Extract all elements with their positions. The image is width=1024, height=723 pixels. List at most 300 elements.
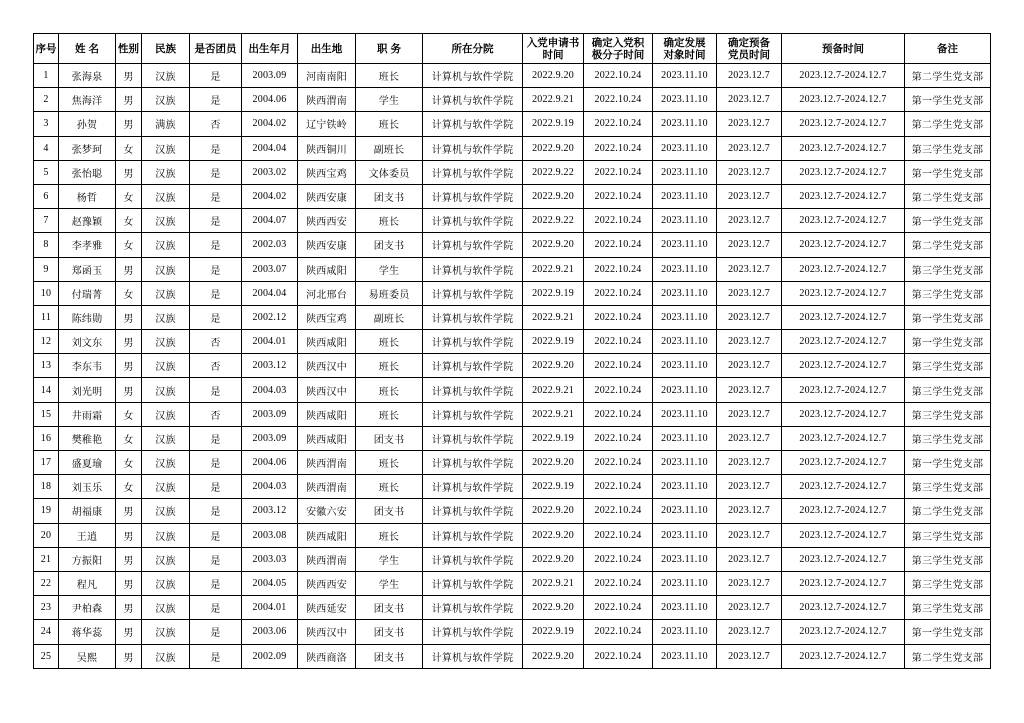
cell-probationary-date: 2023.12.7	[717, 88, 782, 112]
cell-note: 第三学生党支部	[905, 475, 991, 499]
column-header-label: 时间	[542, 48, 564, 61]
table-row	[34, 426, 991, 450]
column-header-label: 极分子时间	[591, 48, 645, 61]
cell-no: 12	[34, 330, 59, 354]
cell-position: 团支书	[356, 596, 423, 620]
cell-probation-period: 2023.12.7-2024.12.7	[782, 209, 905, 233]
cell-college: 计算机与软件学院	[423, 402, 523, 426]
table-row	[34, 184, 991, 208]
cell-activist-date: 2022.10.24	[584, 112, 653, 136]
cell-position: 文体委员	[356, 160, 423, 184]
cell-probation-period: 2023.12.7-2024.12.7	[782, 64, 905, 88]
cell-application-date: 2022.9.20	[523, 547, 584, 571]
cell-college: 计算机与软件学院	[423, 233, 523, 257]
cell-gender: 男	[116, 620, 142, 644]
roster-sheet	[33, 33, 990, 669]
cell-ethnicity: 满族	[142, 112, 190, 136]
cell-league-member: 是	[190, 620, 242, 644]
cell-no: 24	[34, 620, 59, 644]
cell-application-date: 2022.9.20	[523, 354, 584, 378]
column-header-application-date	[523, 34, 584, 64]
cell-candidate-date: 2023.11.10	[653, 112, 717, 136]
cell-application-date: 2022.9.20	[523, 499, 584, 523]
table-row	[34, 402, 991, 426]
cell-gender: 女	[116, 281, 142, 305]
cell-note: 第二学生党支部	[905, 112, 991, 136]
cell-league-member: 是	[190, 281, 242, 305]
cell-candidate-date: 2023.11.10	[653, 136, 717, 160]
cell-candidate-date: 2023.11.10	[653, 596, 717, 620]
cell-candidate-date: 2023.11.10	[653, 378, 717, 402]
cell-probationary-date: 2023.12.7	[717, 596, 782, 620]
cell-activist-date: 2022.10.24	[584, 378, 653, 402]
cell-probation-period: 2023.12.7-2024.12.7	[782, 257, 905, 281]
column-header-label: 性别	[118, 42, 139, 55]
cell-position: 班长	[356, 112, 423, 136]
cell-probationary-date: 2023.12.7	[717, 499, 782, 523]
cell-position: 班长	[356, 475, 423, 499]
cell-candidate-date: 2023.11.10	[653, 644, 717, 668]
cell-application-date: 2022.9.20	[523, 233, 584, 257]
cell-application-date: 2022.9.19	[523, 475, 584, 499]
cell-candidate-date: 2023.11.10	[653, 160, 717, 184]
cell-note: 第三学生党支部	[905, 378, 991, 402]
cell-activist-date: 2022.10.24	[584, 160, 653, 184]
cell-ethnicity: 汉族	[142, 426, 190, 450]
cell-ethnicity: 汉族	[142, 64, 190, 88]
cell-position: 团支书	[356, 499, 423, 523]
cell-activist-date: 2022.10.24	[584, 354, 653, 378]
cell-name: 刘玉乐	[59, 475, 116, 499]
cell-birthplace: 陕西咸阳	[298, 330, 356, 354]
cell-no: 11	[34, 305, 59, 329]
cell-note: 第三学生党支部	[905, 281, 991, 305]
cell-birthplace: 陕西咸阳	[298, 426, 356, 450]
cell-college: 计算机与软件学院	[423, 305, 523, 329]
table-row	[34, 475, 991, 499]
cell-league-member: 是	[190, 64, 242, 88]
cell-birth: 2003.09	[242, 402, 298, 426]
cell-note: 第三学生党支部	[905, 547, 991, 571]
column-header-candidate-date	[653, 34, 717, 64]
column-header-label: 确定发展	[663, 36, 706, 49]
cell-application-date: 2022.9.20	[523, 451, 584, 475]
cell-probationary-date: 2023.12.7	[717, 620, 782, 644]
cell-application-date: 2022.9.20	[523, 136, 584, 160]
cell-probation-period: 2023.12.7-2024.12.7	[782, 233, 905, 257]
cell-birth: 2003.07	[242, 257, 298, 281]
cell-ethnicity: 汉族	[142, 354, 190, 378]
column-header-gender	[116, 34, 142, 64]
cell-name: 樊稚艳	[59, 426, 116, 450]
cell-activist-date: 2022.10.24	[584, 233, 653, 257]
cell-name: 刘光明	[59, 378, 116, 402]
cell-ethnicity: 汉族	[142, 88, 190, 112]
cell-application-date: 2022.9.20	[523, 596, 584, 620]
cell-ethnicity: 汉族	[142, 451, 190, 475]
cell-birth: 2004.07	[242, 209, 298, 233]
cell-note: 第二学生党支部	[905, 184, 991, 208]
cell-application-date: 2022.9.19	[523, 620, 584, 644]
cell-probationary-date: 2023.12.7	[717, 305, 782, 329]
cell-position: 班长	[356, 378, 423, 402]
cell-note: 第三学生党支部	[905, 571, 991, 595]
cell-probationary-date: 2023.12.7	[717, 209, 782, 233]
cell-activist-date: 2022.10.24	[584, 620, 653, 644]
cell-probation-period: 2023.12.7-2024.12.7	[782, 136, 905, 160]
cell-note: 第一学生党支部	[905, 620, 991, 644]
cell-birthplace: 陕西安康	[298, 184, 356, 208]
cell-birthplace: 陕西安康	[298, 233, 356, 257]
table-row	[34, 571, 991, 595]
cell-gender: 男	[116, 571, 142, 595]
cell-gender: 男	[116, 596, 142, 620]
cell-note: 第三学生党支部	[905, 354, 991, 378]
column-header-label: 姓 名	[75, 42, 99, 55]
cell-gender: 男	[116, 305, 142, 329]
table-row	[34, 330, 991, 354]
cell-gender: 男	[116, 523, 142, 547]
cell-birth: 2003.09	[242, 426, 298, 450]
cell-no: 3	[34, 112, 59, 136]
cell-position: 团支书	[356, 426, 423, 450]
table-row	[34, 596, 991, 620]
cell-probationary-date: 2023.12.7	[717, 571, 782, 595]
cell-activist-date: 2022.10.24	[584, 305, 653, 329]
cell-league-member: 是	[190, 88, 242, 112]
cell-birth: 2002.09	[242, 644, 298, 668]
cell-candidate-date: 2023.11.10	[653, 257, 717, 281]
cell-college: 计算机与软件学院	[423, 571, 523, 595]
cell-position: 副班长	[356, 136, 423, 160]
column-header-label: 是否团员	[194, 42, 237, 55]
cell-college: 计算机与软件学院	[423, 330, 523, 354]
cell-application-date: 2022.9.20	[523, 523, 584, 547]
column-header-note	[905, 34, 991, 64]
column-header-birth	[242, 34, 298, 64]
cell-candidate-date: 2023.11.10	[653, 209, 717, 233]
column-header-label: 确定入党积	[591, 36, 645, 49]
cell-birthplace: 安徽六安	[298, 499, 356, 523]
cell-gender: 女	[116, 475, 142, 499]
cell-league-member: 是	[190, 596, 242, 620]
cell-note: 第三学生党支部	[905, 402, 991, 426]
cell-college: 计算机与软件学院	[423, 354, 523, 378]
cell-birthplace: 陕西汉中	[298, 378, 356, 402]
cell-gender: 女	[116, 209, 142, 233]
column-header-position	[356, 34, 423, 64]
column-header-probationary-date	[717, 34, 782, 64]
table-row	[34, 209, 991, 233]
cell-no: 23	[34, 596, 59, 620]
cell-no: 21	[34, 547, 59, 571]
cell-application-date: 2022.9.19	[523, 330, 584, 354]
cell-gender: 女	[116, 402, 142, 426]
column-header-label: 序号	[35, 42, 57, 55]
cell-application-date: 2022.9.20	[523, 64, 584, 88]
cell-probation-period: 2023.12.7-2024.12.7	[782, 596, 905, 620]
cell-no: 4	[34, 136, 59, 160]
cell-college: 计算机与软件学院	[423, 644, 523, 668]
cell-college: 计算机与软件学院	[423, 596, 523, 620]
cell-note: 第二学生党支部	[905, 499, 991, 523]
cell-note: 第二学生党支部	[905, 644, 991, 668]
table-row	[34, 233, 991, 257]
cell-league-member: 是	[190, 571, 242, 595]
cell-position: 班长	[356, 64, 423, 88]
cell-birthplace: 陕西宝鸡	[298, 160, 356, 184]
cell-gender: 男	[116, 499, 142, 523]
cell-name: 焦海洋	[59, 88, 116, 112]
cell-application-date: 2022.9.21	[523, 378, 584, 402]
column-header-label: 党员时间	[728, 48, 770, 61]
cell-college: 计算机与软件学院	[423, 281, 523, 305]
cell-ethnicity: 汉族	[142, 644, 190, 668]
cell-probation-period: 2023.12.7-2024.12.7	[782, 475, 905, 499]
cell-no: 22	[34, 571, 59, 595]
column-header-label: 入党申请书	[526, 36, 580, 49]
cell-probation-period: 2023.12.7-2024.12.7	[782, 499, 905, 523]
cell-ethnicity: 汉族	[142, 184, 190, 208]
cell-birthplace: 辽宁铁岭	[298, 112, 356, 136]
cell-activist-date: 2022.10.24	[584, 426, 653, 450]
cell-birthplace: 陕西延安	[298, 596, 356, 620]
cell-probationary-date: 2023.12.7	[717, 112, 782, 136]
cell-no: 10	[34, 281, 59, 305]
cell-activist-date: 2022.10.24	[584, 451, 653, 475]
cell-name: 陈纬勋	[59, 305, 116, 329]
cell-note: 第三学生党支部	[905, 257, 991, 281]
cell-birthplace: 陕西咸阳	[298, 257, 356, 281]
table-row	[34, 451, 991, 475]
cell-no: 6	[34, 184, 59, 208]
cell-ethnicity: 汉族	[142, 475, 190, 499]
column-header-name	[59, 34, 116, 64]
cell-league-member: 是	[190, 233, 242, 257]
cell-college: 计算机与软件学院	[423, 209, 523, 233]
column-header-label: 备注	[937, 42, 958, 55]
cell-birth: 2004.02	[242, 184, 298, 208]
cell-gender: 男	[116, 257, 142, 281]
cell-ethnicity: 汉族	[142, 499, 190, 523]
cell-probationary-date: 2023.12.7	[717, 257, 782, 281]
cell-position: 班长	[356, 402, 423, 426]
table-row	[34, 378, 991, 402]
table-row	[34, 620, 991, 644]
cell-application-date: 2022.9.22	[523, 209, 584, 233]
cell-birthplace: 陕西咸阳	[298, 523, 356, 547]
cell-position: 学生	[356, 257, 423, 281]
cell-college: 计算机与软件学院	[423, 136, 523, 160]
column-header-label: 预备时间	[822, 42, 864, 55]
cell-name: 李孝雅	[59, 233, 116, 257]
cell-college: 计算机与软件学院	[423, 547, 523, 571]
cell-league-member: 是	[190, 136, 242, 160]
cell-probationary-date: 2023.12.7	[717, 378, 782, 402]
cell-no: 7	[34, 209, 59, 233]
cell-no: 16	[34, 426, 59, 450]
cell-gender: 女	[116, 184, 142, 208]
cell-position: 班长	[356, 523, 423, 547]
cell-probation-period: 2023.12.7-2024.12.7	[782, 644, 905, 668]
table-row	[34, 257, 991, 281]
cell-no: 5	[34, 160, 59, 184]
cell-birthplace: 陕西渭南	[298, 475, 356, 499]
cell-ethnicity: 汉族	[142, 281, 190, 305]
cell-college: 计算机与软件学院	[423, 620, 523, 644]
cell-candidate-date: 2023.11.10	[653, 281, 717, 305]
column-header-college	[423, 34, 523, 64]
cell-application-date: 2022.9.21	[523, 88, 584, 112]
cell-application-date: 2022.9.21	[523, 402, 584, 426]
cell-college: 计算机与软件学院	[423, 426, 523, 450]
cell-probationary-date: 2023.12.7	[717, 354, 782, 378]
cell-candidate-date: 2023.11.10	[653, 184, 717, 208]
cell-name: 杨哲	[59, 184, 116, 208]
cell-probationary-date: 2023.12.7	[717, 233, 782, 257]
cell-probation-period: 2023.12.7-2024.12.7	[782, 523, 905, 547]
cell-probation-period: 2023.12.7-2024.12.7	[782, 426, 905, 450]
cell-no: 15	[34, 402, 59, 426]
cell-birth: 2004.04	[242, 136, 298, 160]
cell-candidate-date: 2023.11.10	[653, 64, 717, 88]
cell-gender: 女	[116, 451, 142, 475]
table-row	[34, 523, 991, 547]
cell-probation-period: 2023.12.7-2024.12.7	[782, 88, 905, 112]
cell-note: 第一学生党支部	[905, 330, 991, 354]
cell-probationary-date: 2023.12.7	[717, 426, 782, 450]
cell-note: 第一学生党支部	[905, 88, 991, 112]
cell-league-member: 是	[190, 160, 242, 184]
cell-birth: 2003.03	[242, 547, 298, 571]
cell-no: 18	[34, 475, 59, 499]
cell-league-member: 是	[190, 184, 242, 208]
cell-candidate-date: 2023.11.10	[653, 330, 717, 354]
cell-candidate-date: 2023.11.10	[653, 88, 717, 112]
cell-position: 易班委员	[356, 281, 423, 305]
cell-ethnicity: 汉族	[142, 305, 190, 329]
table-header	[34, 34, 991, 64]
column-header-birthplace	[298, 34, 356, 64]
cell-name: 张海泉	[59, 64, 116, 88]
cell-probation-period: 2023.12.7-2024.12.7	[782, 330, 905, 354]
cell-gender: 男	[116, 64, 142, 88]
cell-name: 赵豫颖	[59, 209, 116, 233]
cell-ethnicity: 汉族	[142, 547, 190, 571]
cell-probationary-date: 2023.12.7	[717, 281, 782, 305]
cell-name: 盛夏瑜	[59, 451, 116, 475]
cell-name: 张怡聪	[59, 160, 116, 184]
cell-activist-date: 2022.10.24	[584, 88, 653, 112]
cell-birth: 2004.06	[242, 451, 298, 475]
cell-gender: 男	[116, 378, 142, 402]
cell-position: 团支书	[356, 644, 423, 668]
cell-college: 计算机与软件学院	[423, 184, 523, 208]
cell-name: 蒋华蕊	[59, 620, 116, 644]
cell-no: 17	[34, 451, 59, 475]
cell-activist-date: 2022.10.24	[584, 571, 653, 595]
cell-gender: 男	[116, 160, 142, 184]
cell-application-date: 2022.9.20	[523, 644, 584, 668]
cell-ethnicity: 汉族	[142, 233, 190, 257]
cell-candidate-date: 2023.11.10	[653, 475, 717, 499]
cell-birth: 2003.12	[242, 354, 298, 378]
table-row	[34, 88, 991, 112]
cell-no: 2	[34, 88, 59, 112]
column-header-label: 出生年月	[248, 42, 291, 55]
cell-position: 学生	[356, 547, 423, 571]
column-header-label: 出生地	[310, 42, 343, 55]
cell-activist-date: 2022.10.24	[584, 257, 653, 281]
cell-league-member: 否	[190, 402, 242, 426]
cell-probationary-date: 2023.12.7	[717, 160, 782, 184]
cell-college: 计算机与软件学院	[423, 475, 523, 499]
cell-league-member: 是	[190, 257, 242, 281]
cell-application-date: 2022.9.21	[523, 305, 584, 329]
cell-gender: 男	[116, 112, 142, 136]
cell-activist-date: 2022.10.24	[584, 547, 653, 571]
table-row	[34, 112, 991, 136]
cell-application-date: 2022.9.19	[523, 281, 584, 305]
cell-ethnicity: 汉族	[142, 523, 190, 547]
cell-college: 计算机与软件学院	[423, 160, 523, 184]
cell-probationary-date: 2023.12.7	[717, 64, 782, 88]
cell-candidate-date: 2023.11.10	[653, 620, 717, 644]
column-header-label: 职 务	[377, 42, 401, 55]
cell-league-member: 是	[190, 523, 242, 547]
cell-no: 14	[34, 378, 59, 402]
cell-birthplace: 河北邢台	[298, 281, 356, 305]
cell-name: 井雨霜	[59, 402, 116, 426]
cell-position: 团支书	[356, 620, 423, 644]
table-row	[34, 547, 991, 571]
cell-league-member: 是	[190, 644, 242, 668]
cell-birth: 2004.02	[242, 112, 298, 136]
table-row	[34, 644, 991, 668]
cell-league-member: 是	[190, 209, 242, 233]
cell-probationary-date: 2023.12.7	[717, 523, 782, 547]
cell-birthplace: 陕西汉中	[298, 620, 356, 644]
cell-probationary-date: 2023.12.7	[717, 402, 782, 426]
cell-birth: 2004.03	[242, 475, 298, 499]
cell-application-date: 2022.9.21	[523, 571, 584, 595]
cell-name: 胡福康	[59, 499, 116, 523]
cell-probationary-date: 2023.12.7	[717, 184, 782, 208]
cell-gender: 女	[116, 233, 142, 257]
cell-college: 计算机与软件学院	[423, 257, 523, 281]
cell-note: 第三学生党支部	[905, 596, 991, 620]
cell-activist-date: 2022.10.24	[584, 644, 653, 668]
cell-name: 王逍	[59, 523, 116, 547]
cell-application-date: 2022.9.22	[523, 160, 584, 184]
cell-candidate-date: 2023.11.10	[653, 305, 717, 329]
cell-birthplace: 陕西渭南	[298, 547, 356, 571]
cell-probation-period: 2023.12.7-2024.12.7	[782, 571, 905, 595]
cell-probation-period: 2023.12.7-2024.12.7	[782, 184, 905, 208]
column-header-league-member	[190, 34, 242, 64]
cell-no: 13	[34, 354, 59, 378]
cell-no: 8	[34, 233, 59, 257]
cell-note: 第一学生党支部	[905, 160, 991, 184]
cell-birthplace: 陕西渭南	[298, 88, 356, 112]
cell-name: 程凡	[59, 571, 116, 595]
column-header-probation-period	[782, 34, 905, 64]
cell-probation-period: 2023.12.7-2024.12.7	[782, 112, 905, 136]
cell-position: 团支书	[356, 184, 423, 208]
cell-position: 学生	[356, 571, 423, 595]
cell-activist-date: 2022.10.24	[584, 596, 653, 620]
cell-birth: 2004.01	[242, 596, 298, 620]
